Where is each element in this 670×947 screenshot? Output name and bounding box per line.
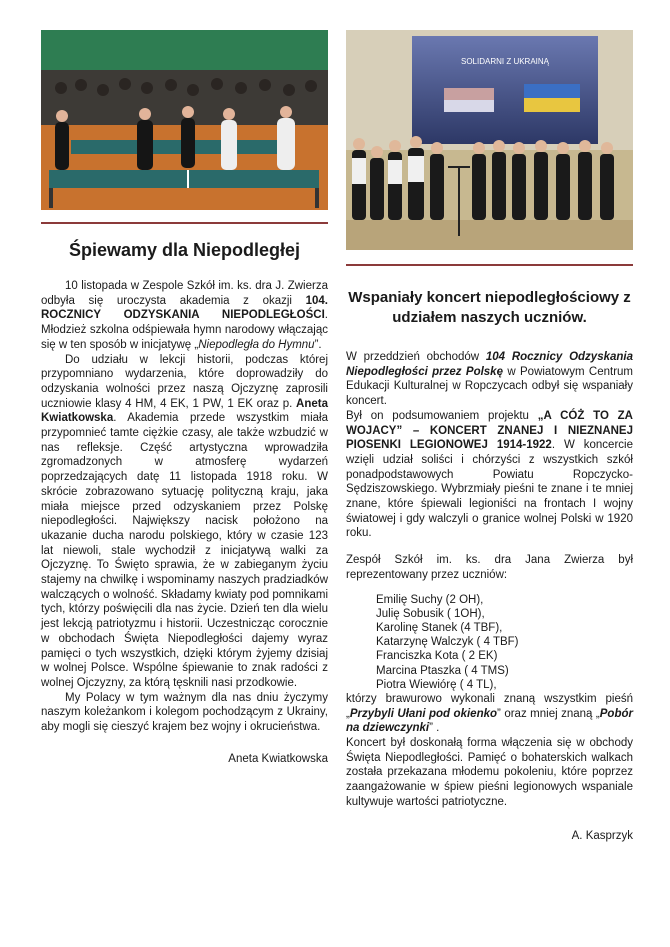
- list-item: Marcina Ptaszka ( 4 TMS): [376, 664, 509, 677]
- list-item: Julię Sobusik ( 1OH),: [376, 607, 485, 620]
- divider-rule: [346, 264, 633, 266]
- banner-text: SOLIDARNI Z UKRAINĄ: [460, 57, 550, 66]
- spacer: [346, 541, 633, 553]
- list-item: Franciszka Kota ( 2 EK): [376, 650, 498, 663]
- paragraph: Koncert był doskonałą forma włączenia się w obchody Święta Niepodległości. Pamięć o bohaterskich walkach została przekazana młodemu pokoleniu, które poprzez zaangażowanie w śpiew pieśni legionowych wspaniale kultywuje wartości patriotyczne.: [346, 737, 633, 808]
- student-list: [376, 593, 633, 692]
- paragraph: Do udziału w lekcji historii, podczas której przypomniano wydarzenia, które doprowadziły do odzyskania wolności przez naszą Ojczyznę zaprosili uczniowie klasy 4 HM, 4 EK, 1 PW, 1 EK oraz p. Aneta Kwiatkowska. Akademia przede wszystkim miała przypomnieć tamte ciężkie czasy, ale także wzbudzić w nas refleksje. Część artystyczna wprowadziła zgromadzonych w atmosferę wydarzeń poprzedzających datę 11 listopada 1918 roku. W skrócie zobrazowano sytuację polityczną kraju, jaka miała miejsce przed odzyskaniem przez Polskę niepodległości. Największy nacisk położono na ukazanie ducha narodu polskiego, który w czasie 123 lat niewoli, stale wychodził z inicjatywą walki za Ojczyznę. To Święto sprawia, że w zabieganym życiu stajemy na chwilkę i wspominamy naszych pradziadków walczących o wolność. Składamy kwiaty pod pomnikami tych, którzy poświęcili dla nas życie. Dzień ten dla wielu jest lekcją patriotyzmu i historii. Uczestnicząc corocznie w obchodach Święta Niepodległości dajemy wyraz pamięci o tych wszystkich, dzięki którym żyjemy dzisiaj w wolnej Polsce. Wspólne śpiewanie to znak radości z wolnej Ojczyzny, za którą tęsknili nasi przodkowie.: [41, 353, 328, 689]
- paragraph: W przeddzień obchodów 104 Rocznicy Odzyskania Niepodległości przez Polskę w Powiatowym Centrum Edukacji Kulturalnej w Ropczycach odbył się wspaniały koncert.: [346, 351, 633, 408]
- article-title: Śpiewamy dla Niepodległej: [68, 240, 301, 260]
- right-article: [346, 30, 633, 842]
- left-article: [41, 30, 328, 765]
- photo-concert-graphic: [346, 30, 633, 250]
- list-item: Piotra Wiewiórę ( 4 TL),: [376, 678, 497, 691]
- list-item: Karolinę Stanek (4 TBF),: [376, 621, 503, 634]
- article-title: Wspaniały koncert niepodległościowy z udziałem naszych uczniów.: [348, 289, 631, 326]
- divider-rule: [41, 222, 328, 224]
- photo-concert: [346, 30, 633, 250]
- paragraph: My Polacy w tym ważnym dla nas dniu życzymy naszym koleżankom i kolegom pochodzącym z Ukrainy, aby mogli się cieszyć krajem bez wojny i okrucieństwa.: [41, 691, 328, 734]
- paragraph: 10 listopada w Zespole Szkół im. ks. dra J. Zwierza odbyła się uroczysta akademia z okazji 104. ROCZNICY ODZYSKANIA NIEPODLEGŁOŚCI. Młodzież szkolna odśpiewała hymn narodowy włączając się w ten sposób w inicjatywę „Niepodległa do Hymnu”.: [41, 280, 328, 351]
- author-signature: A. Kasprzyk: [571, 829, 633, 842]
- photo-table-tennis-graphic: [41, 30, 328, 210]
- photo-table-tennis: [41, 30, 328, 210]
- paragraph: Zespół Szkół im. ks. dra Jana Zwierza był reprezentowany przez uczniów:: [346, 554, 633, 581]
- paragraph: którzy brawurowo wykonali znaną wszystkim pieśń „Przybyli Ułani pod okienko” oraz mniej znaną „Pobór na dziewczynki” .: [346, 692, 633, 735]
- paragraph: Był on podsumowaniem projektu „A CÓŻ TO ZA WOJACY” – KONCERT ZNANEJ I NIEZNANEJ PIOSENKI LEGIONOWEJ 1914-1922. W koncercie wzięli udział soliści i chórzyści z wszystkich szkół ponadpodstawowych Powiatu Ropczycko-Sędziszowskiego. Wybrzmiały pieśni te znane i te mniej znane, które śpiewali legioniści na frontach I wojny światowej i gdy walczyli o granice wolnej Polski w 1920 roku.: [346, 409, 633, 540]
- author-signature: Aneta Kwiatkowska: [228, 752, 328, 765]
- list-item: Katarzynę Walczyk ( 4 TBF): [376, 636, 519, 649]
- list-item: Emilię Suchy (2 OH),: [376, 593, 484, 606]
